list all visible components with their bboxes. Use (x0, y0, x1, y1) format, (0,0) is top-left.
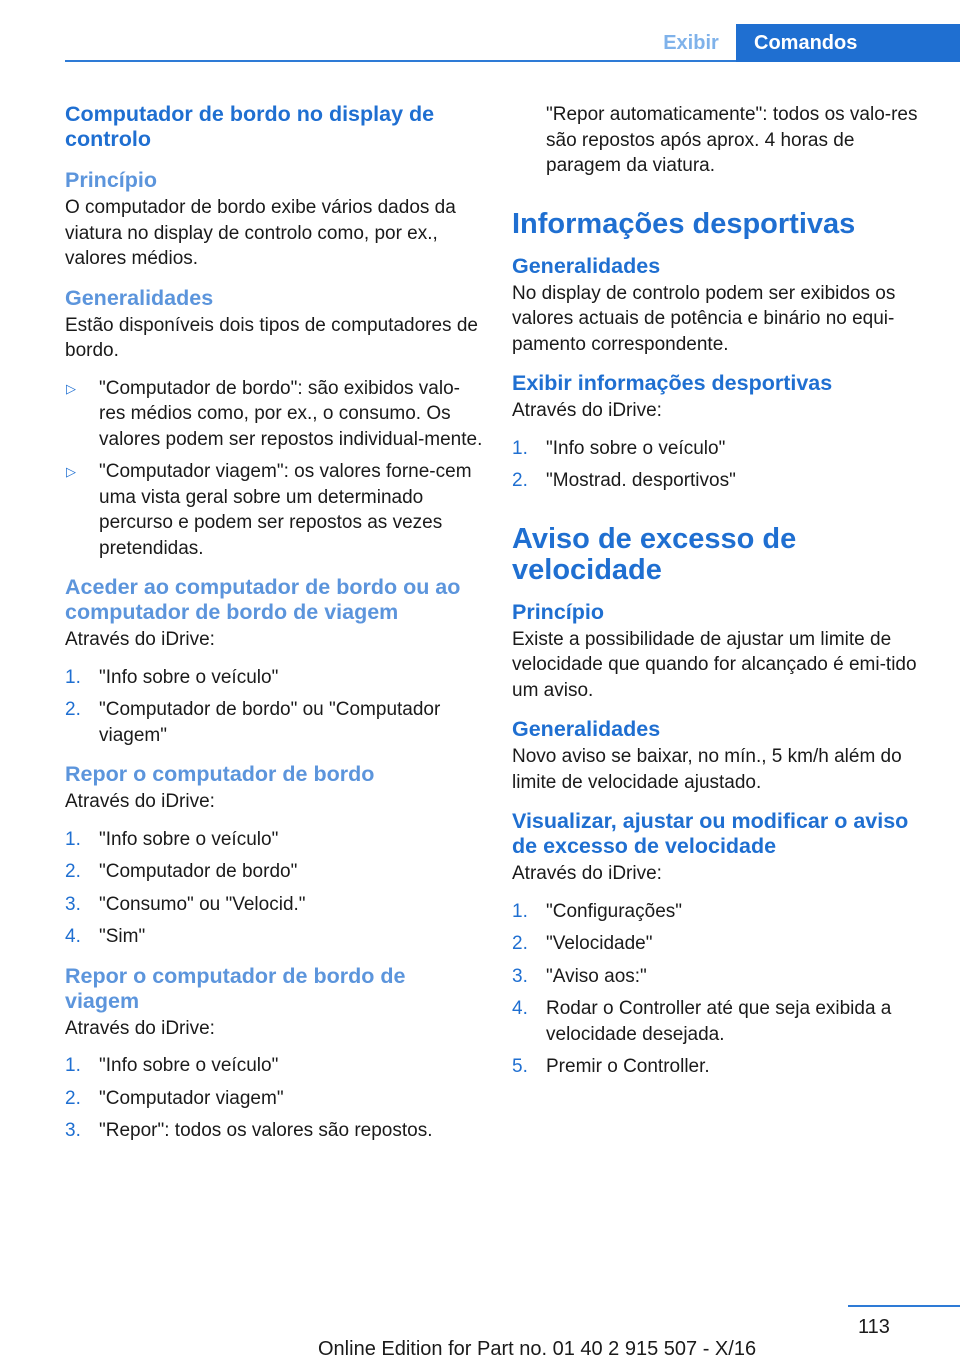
paragraph: Novo aviso se baixar, no mín., 5 km/h além do limite de velocidade ajustado. (512, 746, 902, 793)
list-item: 4. "Sim" (65, 924, 485, 950)
heading-generalidades: Generalidades (65, 285, 214, 310)
step-number: 3. (65, 893, 81, 915)
right-column (512, 102, 932, 1087)
paragraph: No display de controlo podem ser exibidos os valores actuais de potência e binário no equi-pamento correspondente. (512, 282, 896, 355)
step-number: 2. (65, 699, 81, 720)
heading-principio: Princípio (512, 599, 604, 624)
heading-aceder: Aceder ao computador de bordo ou ao computador de bordo de viagem (65, 575, 461, 624)
left-column (65, 102, 485, 1151)
list-item: 4. Rodar o Controller até que seja exibida a velocidade desejada. (512, 998, 892, 1045)
numbered-list (65, 1053, 485, 1144)
section-title-informacoes: Informações desportivas (512, 207, 856, 240)
paragraph: Estão disponíveis dois tipos de computadores de bordo. (65, 314, 478, 361)
step-number: 1. (65, 828, 81, 850)
list-item: 2. "Computador de bordo" (65, 859, 485, 885)
tab-exibir[interactable]: Exibir (663, 31, 719, 54)
list-item: ▷ "Computador de bordo": são exibidos valo-res médios como, por ex., o consumo. Os valores podem ser repostos individual-mente. (66, 377, 483, 450)
footer-rule (848, 1305, 960, 1307)
paragraph: Existe a possibilidade de ajustar um limite de velocidade que quando for alcançado é emi-tido um aviso. (512, 628, 917, 701)
step-number: 4. (512, 998, 528, 1019)
heading-principio: Princípio (65, 168, 157, 192)
list-item: 2. "Mostrad. desportivos" (512, 468, 932, 494)
step-number: 5. (512, 1056, 528, 1077)
step-number: 4. (65, 926, 81, 947)
list-item: 2. "Computador viagem" (65, 1086, 485, 1112)
heading-repor-bordo: Repor o computador de bordo (65, 762, 375, 786)
list-item: 1. "Info sobre o veículo" (512, 436, 932, 462)
step-number: 2. (512, 470, 528, 491)
numbered-list (512, 899, 932, 1080)
list-item: 1. "Info sobre o veículo" (65, 827, 485, 853)
page-number: 113 (858, 1316, 890, 1338)
step-number: 3. (512, 965, 528, 987)
heading-repor-viagem: Repor o computador de bordo de viagem (65, 963, 406, 1013)
paragraph: Através do iDrive: (65, 629, 215, 650)
heading-visualizar-aviso: Visualizar, ajustar ou modificar o aviso de excesso de velocidade (512, 809, 909, 858)
tab-comandos[interactable]: Comandos (736, 24, 960, 62)
triangle-bullet-icon: ▷ (66, 380, 76, 396)
triangle-bullet-icon: ▷ (66, 464, 76, 479)
numbered-list (65, 827, 485, 950)
list-item: 3. "Consumo" ou "Velocid." (65, 892, 485, 918)
numbered-list (65, 665, 485, 749)
paragraph: Através do iDrive: (65, 1017, 215, 1039)
paragraph: Através do iDrive: (65, 791, 215, 812)
step-number: 2. (65, 1087, 81, 1109)
numbered-list (512, 436, 932, 494)
step-number: 3. (65, 1120, 81, 1141)
list-item: 5. Premir o Controller. (512, 1054, 932, 1080)
list-item: 3. "Repor": todos os valores são repostos. (65, 1118, 485, 1144)
list-item: 2. "Computador de bordo" ou "Computador viagem" (65, 699, 441, 746)
list-item: 1. "Info sobre o veículo" (65, 665, 485, 691)
edition-footer: Online Edition for Part no. 01 40 2 915 507 - X/16 (318, 1338, 757, 1360)
step-number: 2. (512, 933, 528, 954)
heading-exibir-informacoes: Exibir informações desportivas (512, 371, 833, 395)
step-number: 2. (65, 861, 81, 882)
section-title-aviso: Aviso de excesso de velocidade (512, 522, 797, 586)
paragraph: Através do iDrive: (512, 863, 662, 884)
list-item: 3. "Aviso aos:" (512, 964, 932, 990)
list-item: 1. "Info sobre o veículo" (65, 1053, 485, 1079)
header-rule (65, 60, 736, 62)
list-item: ▷ "Computador viagem": os valores forne-cem uma vista geral sobre um determinado percurso e podem ser repostos as vezes pretendidas. (66, 461, 472, 559)
paragraph: Através do iDrive: (512, 400, 662, 421)
list-item: 2. "Velocidade" (512, 931, 932, 957)
step-number: 1. (65, 666, 81, 688)
list-continuation: "Repor automaticamente": todos os valo-res são repostos após aprox. 4 horas de paragem da viatura. (546, 104, 918, 176)
step-number: 1. (512, 437, 528, 459)
heading-generalidades: Generalidades (512, 717, 661, 741)
section-title: Computador de bordo no display de controlo (65, 102, 435, 151)
step-number: 1. (512, 900, 528, 922)
bullet-list (65, 376, 485, 562)
step-number: 1. (65, 1055, 81, 1076)
list-item: 1. "Configurações" (512, 899, 932, 925)
heading-generalidades: Generalidades (512, 253, 661, 278)
paragraph: O computador de bordo exibe vários dados da viatura no display de controlo como, por ex., valores médios. (65, 197, 456, 269)
